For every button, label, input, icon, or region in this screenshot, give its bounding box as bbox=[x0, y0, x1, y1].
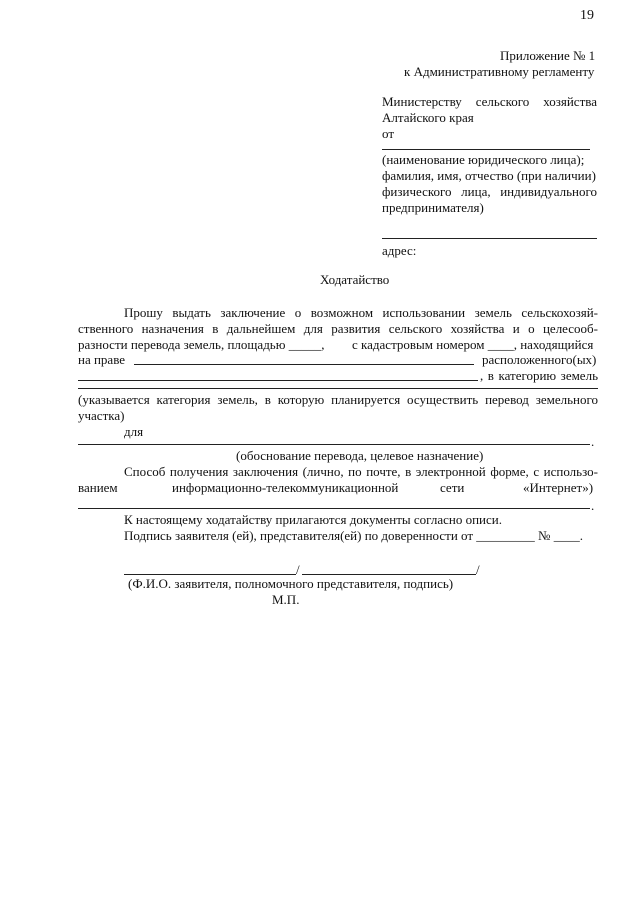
addressee-from-label: от bbox=[382, 126, 395, 141]
body-line-3a: разности перевода земель, площадью _____, bbox=[78, 337, 325, 352]
appendix-subtitle: к Административному регламенту bbox=[404, 64, 595, 79]
body-line-5: , в категорию земель bbox=[480, 368, 598, 383]
body-line-1: Прошу выдать заключение о возможном использовании земель сельскохозяй- bbox=[124, 305, 598, 320]
method-line-2d: «Интернет») bbox=[523, 480, 594, 495]
applicant-hint-1: (наименование юридического лица); bbox=[382, 152, 585, 167]
body-line-3b: с кадастровым номером ____, находящийся bbox=[352, 337, 594, 352]
method-line-2a: ванием bbox=[78, 480, 118, 495]
signature-sign-line bbox=[302, 574, 476, 575]
stamp-label: М.П. bbox=[272, 592, 300, 607]
right-type-line bbox=[134, 364, 474, 365]
reason-line bbox=[78, 444, 590, 445]
category-line bbox=[78, 388, 598, 389]
attachments-text: К настоящему ходатайству прилагаются документы согласно описи. bbox=[124, 512, 502, 527]
purpose-label: для bbox=[124, 424, 144, 439]
signature-name-line bbox=[124, 574, 296, 575]
signature-text: Подпись заявителя (ей), представителя(ей) по доверенности от _________ № ____. bbox=[124, 528, 583, 543]
location-line bbox=[78, 380, 478, 381]
addressee-line1: Министерству сельского хозяйства bbox=[382, 94, 597, 109]
method-line bbox=[78, 508, 590, 509]
signature-slash-2: / bbox=[476, 562, 480, 577]
body-line-4b: расположенного(ых) bbox=[482, 352, 597, 367]
category-hint: (указывается категория земель, в которую планируется осуществить перевод земельного bbox=[78, 392, 598, 407]
applicant-hint-3: физического лица, индивидуального bbox=[382, 184, 597, 199]
addressee-line2: Алтайского края bbox=[382, 110, 474, 125]
body-line-2: ственного назначения в дальнейшем для развития сельского хозяйства и о целесооб- bbox=[78, 321, 598, 336]
applicant-hint-4: предпринимателя) bbox=[382, 200, 484, 215]
method-line-2c: сети bbox=[440, 480, 465, 495]
reason-hint: (обоснование перевода, целевое назначение) bbox=[236, 448, 484, 463]
applicant-extra-line bbox=[382, 238, 597, 239]
reason-line-dot: . bbox=[591, 434, 595, 449]
category-hint-2: участка) bbox=[78, 408, 125, 423]
signature-hint: (Ф.И.О. заявителя, полномочного представителя, подпись) bbox=[128, 576, 454, 591]
method-line-2b: информационно-телекоммуникационной bbox=[172, 480, 399, 495]
address-label: адрес: bbox=[382, 243, 417, 258]
applicant-hint-2: фамилия, имя, отчество (при наличии) bbox=[382, 168, 596, 183]
body-line-4a: на праве bbox=[78, 352, 126, 367]
applicant-name-line bbox=[382, 149, 590, 150]
method-line-dot: . bbox=[591, 498, 595, 513]
appendix-title: Приложение № 1 bbox=[500, 48, 596, 63]
signature-slash-1: / bbox=[296, 562, 300, 577]
page-number: 19 bbox=[580, 8, 594, 23]
document-title: Ходатайство bbox=[320, 272, 390, 287]
method-line-1: Способ получения заключения (лично, по почте, в электронной форме, с использо- bbox=[124, 464, 598, 479]
